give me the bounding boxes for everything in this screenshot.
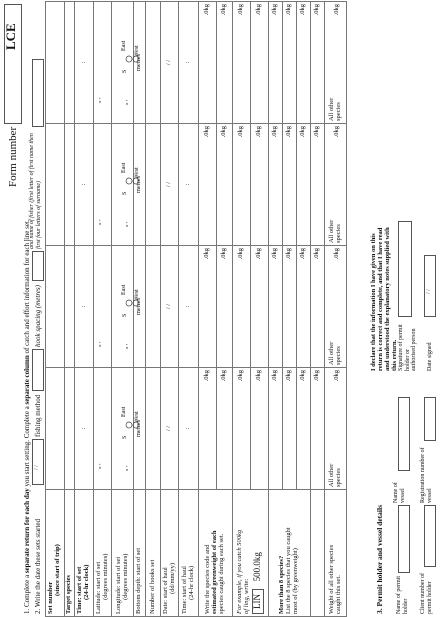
registration-number-field[interactable] bbox=[424, 397, 436, 441]
species-weight-cell[interactable]: .0kg bbox=[233, 2, 251, 124]
species-weight-cell[interactable]: .0kg bbox=[217, 368, 233, 490]
set-number-label: Set number (since start of trip) bbox=[46, 490, 65, 617]
species-weight-cell[interactable]: .0kg bbox=[233, 124, 251, 246]
form-code: LCE bbox=[3, 23, 18, 50]
weight-other-label: Weight of all other species caught this set. bbox=[325, 490, 347, 617]
species-weight-cell[interactable]: .0kg bbox=[283, 2, 297, 124]
declaration-text: I declare that the information I have given on this return is correct and complete, and that I have read and understood the explanatory notes supplied with this return. bbox=[370, 227, 399, 371]
instruction-line-2: 2. Write the date these sets started bbox=[34, 518, 42, 614]
time-start-set-label: Time: start of set (24-hr clock) bbox=[75, 490, 94, 617]
west-option[interactable]: West bbox=[133, 45, 140, 57]
number-hooks-cell[interactable] bbox=[146, 368, 161, 490]
species-weight-cell[interactable]: .0kg bbox=[311, 2, 325, 124]
west-option[interactable]: West bbox=[133, 289, 140, 301]
latitude-cell[interactable]: ° ' bbox=[94, 368, 112, 490]
time-start-haul-cell[interactable]: : bbox=[179, 2, 199, 124]
date-start-haul-cell[interactable]: / / bbox=[161, 124, 179, 246]
species-weight-cell[interactable]: .0kg bbox=[233, 246, 251, 368]
time-start-set-cell[interactable]: : bbox=[75, 368, 94, 490]
east-option[interactable]: East bbox=[120, 284, 127, 295]
name-permit-holder-label: Name of permit holder bbox=[396, 576, 409, 614]
species-weight-cell[interactable]: .0kg bbox=[297, 2, 311, 124]
species-weight-cell[interactable]: .0kg bbox=[199, 368, 217, 490]
latitude-label: Latitude: start of set (degrees minutes) bbox=[94, 490, 112, 617]
target-species-label: Target species bbox=[65, 490, 75, 617]
time-start-set-cell[interactable]: : bbox=[75, 2, 94, 124]
east-west-circles-icon bbox=[124, 283, 144, 311]
species-weight-cell[interactable]: .0kg bbox=[297, 124, 311, 246]
signature-field[interactable] bbox=[398, 221, 412, 317]
more-species-instructions: More than 8 species? List the 8 species that you caught most of (by greenweight) bbox=[269, 490, 311, 617]
east-option[interactable]: East bbox=[120, 40, 127, 51]
species-weight-cell[interactable]: .0kg bbox=[269, 2, 283, 124]
latitude-cell[interactable]: ° ' bbox=[94, 124, 112, 246]
fisher-name-label: and name of fisher (first letter of first name then first four letters of surname) bbox=[29, 133, 42, 249]
east-west-circles-icon bbox=[124, 161, 144, 189]
client-number-field[interactable] bbox=[424, 505, 436, 567]
species-weight-cell[interactable]: .0kg bbox=[251, 124, 269, 246]
target-species-cell[interactable] bbox=[65, 124, 75, 246]
species-weight-cell[interactable]: .0kg bbox=[251, 246, 269, 368]
example-instructions: For example, if you catch 500kg of ling, write: LIN 500.0kg bbox=[233, 490, 269, 617]
species-instructions: Write the species code and estimated greenweight of each species caught during each set. bbox=[199, 490, 233, 617]
species-weight-cell[interactable]: .0kg bbox=[283, 368, 297, 490]
sets-date-field[interactable]: / / bbox=[32, 439, 44, 485]
species-weight-cell[interactable]: .0kg bbox=[283, 124, 297, 246]
time-start-haul-cell[interactable]: : bbox=[179, 246, 199, 368]
latitude-cell[interactable]: ° ' bbox=[94, 2, 112, 124]
set-number-cell[interactable] bbox=[46, 2, 65, 124]
east-option[interactable]: East bbox=[120, 162, 127, 173]
longitude-label: Longitude: start of set (degrees minutes) bbox=[112, 490, 134, 617]
target-species-cell[interactable] bbox=[65, 2, 75, 124]
date-start-haul-cell[interactable]: / / bbox=[161, 368, 179, 490]
other-species-cell[interactable]: All other species .0kg bbox=[325, 246, 347, 368]
species-spacer bbox=[311, 490, 325, 617]
east-west-circles-icon bbox=[124, 39, 144, 67]
species-weight-cell[interactable]: .0kg bbox=[297, 246, 311, 368]
species-weight-cell[interactable]: .0kg bbox=[217, 246, 233, 368]
east-option[interactable]: East bbox=[120, 406, 127, 417]
date-signed-field[interactable]: / / bbox=[424, 255, 436, 317]
target-species-cell[interactable] bbox=[65, 246, 75, 368]
name-vessel-label: Name of vessel bbox=[393, 482, 406, 503]
fishing-method-label: fishing method bbox=[34, 394, 42, 437]
set-number-cell[interactable] bbox=[46, 246, 65, 368]
bottom-depth-cell[interactable]: metres bbox=[134, 124, 146, 246]
hook-spacing-label: hook spacing (metres) bbox=[34, 285, 42, 347]
hook-spacing-field[interactable] bbox=[32, 251, 44, 281]
species-weight-cell[interactable]: .0kg bbox=[283, 246, 297, 368]
set-number-cell[interactable] bbox=[46, 368, 65, 490]
species-weight-cell[interactable]: .0kg bbox=[269, 246, 283, 368]
set-number-cell[interactable] bbox=[46, 124, 65, 246]
example-code-box: LIN bbox=[252, 589, 263, 614]
time-start-set-cell[interactable]: : bbox=[75, 246, 94, 368]
other-species-cell[interactable]: All other species .0kg bbox=[325, 2, 347, 124]
time-start-set-cell[interactable]: : bbox=[75, 124, 94, 246]
species-weight-cell[interactable]: .0kg bbox=[297, 368, 311, 490]
time-start-haul-cell[interactable]: : bbox=[179, 124, 199, 246]
longitude-cell[interactable]: ° ' S East West bbox=[112, 124, 134, 246]
longitude-cell[interactable]: ° ' S East West bbox=[112, 368, 134, 490]
species-weight-cell[interactable]: .0kg bbox=[199, 246, 217, 368]
number-hooks-label: Number of hooks set bbox=[146, 490, 161, 617]
west-option[interactable]: West bbox=[133, 167, 140, 179]
number-hooks-cell[interactable] bbox=[146, 2, 161, 124]
species-weight-cell[interactable]: .0kg bbox=[217, 124, 233, 246]
registration-number-label: Registration number of vessel bbox=[420, 447, 433, 503]
fisher-name-field[interactable] bbox=[32, 59, 44, 127]
target-species-cell[interactable] bbox=[65, 368, 75, 490]
species-weight-cell[interactable]: .0kg bbox=[269, 368, 283, 490]
species-weight-cell[interactable]: .0kg bbox=[199, 124, 217, 246]
number-hooks-cell[interactable] bbox=[146, 246, 161, 368]
other-species-cell[interactable]: All other species .0kg bbox=[325, 368, 347, 490]
section-3-title: 3. Permit holder and vessel details bbox=[375, 504, 384, 614]
species-weight-cell[interactable]: .0kg bbox=[199, 2, 217, 124]
bottom-depth-cell[interactable]: metres bbox=[134, 368, 146, 490]
date-start-haul-cell[interactable]: / / bbox=[161, 2, 179, 124]
species-weight-cell[interactable]: .0kg bbox=[269, 124, 283, 246]
west-option[interactable]: West bbox=[133, 411, 140, 423]
species-weight-cell[interactable]: .0kg bbox=[311, 124, 325, 246]
species-weight-cell[interactable]: .0kg bbox=[311, 368, 325, 490]
species-weight-cell[interactable]: .0kg bbox=[217, 2, 233, 124]
catch-effort-grid bbox=[45, 1, 347, 617]
bottom-depth-label: Bottom depth: start of set bbox=[134, 490, 146, 617]
name-vessel-field[interactable] bbox=[398, 397, 410, 471]
time-start-haul-label: Time: start of haul (24-hr clock) bbox=[179, 490, 199, 617]
longitude-cell[interactable]: ° ' S East West bbox=[112, 246, 134, 368]
name-permit-holder-field[interactable] bbox=[398, 505, 410, 573]
bottom-depth-cell[interactable]: metres bbox=[134, 246, 146, 368]
east-west-circles-icon bbox=[124, 405, 144, 433]
example-weight: 500.0kg bbox=[252, 552, 263, 582]
date-start-haul-cell[interactable]: / / bbox=[161, 246, 179, 368]
other-species-cell[interactable]: All other species .0kg bbox=[325, 124, 347, 246]
latitude-cell[interactable]: ° ' bbox=[94, 246, 112, 368]
time-start-haul-cell[interactable]: : bbox=[179, 368, 199, 490]
client-number-label: Client number of permit holder bbox=[420, 573, 433, 614]
species-weight-cell[interactable]: .0kg bbox=[233, 368, 251, 490]
fishing-method-field[interactable] bbox=[32, 349, 44, 391]
form-number-field[interactable] bbox=[4, 4, 22, 124]
species-weight-cell[interactable]: .0kg bbox=[251, 2, 269, 124]
date-signed-label: Date signed bbox=[427, 342, 433, 371]
number-hooks-cell[interactable] bbox=[146, 124, 161, 246]
species-weight-cell[interactable]: .0kg bbox=[311, 246, 325, 368]
species-weight-cell[interactable]: .0kg bbox=[251, 368, 269, 490]
date-start-haul-label: Date: start of haul (dd/mm/yy) bbox=[161, 490, 179, 617]
bottom-depth-cell[interactable]: metres bbox=[134, 2, 146, 124]
instruction-line-1: 1. Complete a separate return for each day you start setting. Complete a separate column of catch and effort information for each line set. bbox=[23, 219, 31, 614]
form-number-label: Form number bbox=[7, 126, 19, 187]
longitude-cell[interactable]: ° ' S East West bbox=[112, 2, 134, 124]
signature-label: Signature of permit holder or authorised person bbox=[398, 324, 418, 371]
